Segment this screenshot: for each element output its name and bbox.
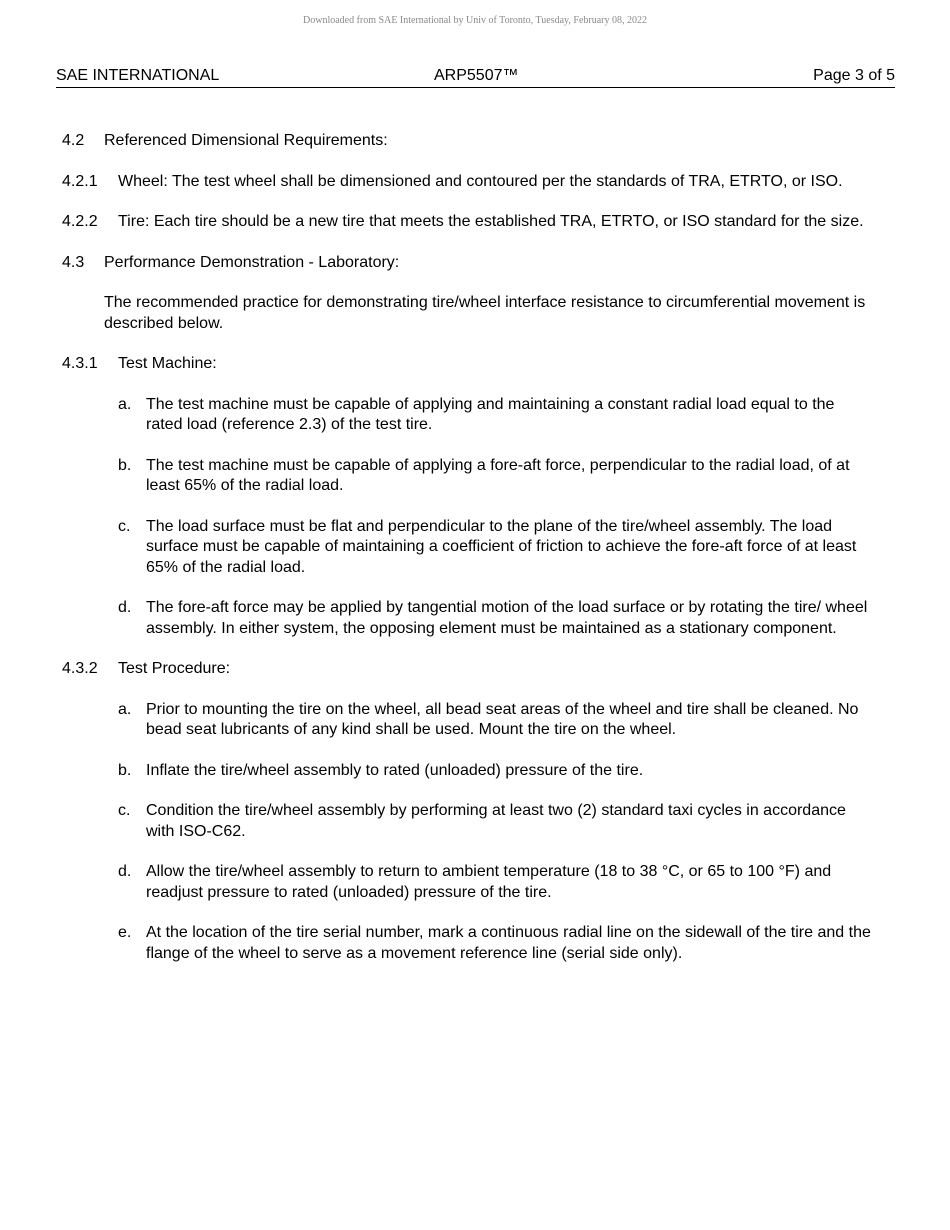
section-number: 4.3 [62, 253, 85, 271]
list-item [118, 761, 872, 782]
list-item-letter: b. [118, 761, 132, 779]
list-item [118, 923, 872, 964]
section-heading: Referenced Dimensional Requirements: [104, 132, 388, 149]
list-item-letter: a. [118, 395, 132, 413]
section-4-3 [62, 253, 872, 274]
section-text: Wheel: The test wheel shall be dimensioned and contoured per the standards of TRA, ETRTO, or ISO. [118, 172, 843, 190]
list-item-letter: b. [118, 456, 132, 474]
list-item [118, 598, 872, 639]
list-item [118, 395, 872, 436]
section-number: 4.3.1 [62, 355, 98, 372]
page-header [56, 66, 895, 88]
section-number: 4.3.2 [62, 660, 98, 677]
section-number: 4.2.1 [62, 172, 98, 190]
list-item-letter: d. [118, 599, 132, 616]
list-item-text: The test machine must be capable of applying and maintaining a constant radial load equal to the rated load (reference 2.3) of the test tire. [146, 395, 835, 433]
section-4-3-2 [62, 659, 872, 680]
section-number: 4.2.2 [62, 213, 98, 230]
list-item-letter: a. [118, 700, 132, 718]
list-item [118, 456, 872, 497]
list-item-text: Prior to mounting the tire on the wheel, all bead seat areas of the wheel and tire shall be cleaned. No bead seat lubricants of any kind shall be used. Mount the tire on the wheel. [146, 700, 859, 738]
list-item-letter: c. [118, 517, 131, 535]
download-watermark: Downloaded from SAE International by Univ of Toronto, Tuesday, February 08, 2022 [303, 15, 647, 26]
section-4-2-2 [62, 212, 872, 233]
header-document-number: ARP5507™ [434, 67, 519, 84]
section-heading: Test Machine: [118, 355, 217, 372]
list-item-text: Allow the tire/wheel assembly to return to ambient temperature (18 to 38 °C, or 65 to 100 °F) and readjust pressure to rated (unloaded) pressure of the tire. [146, 863, 832, 901]
section-text: Tire: Each tire should be a new tire that meets the established TRA, ETRTO, or ISO standard for the size. [118, 213, 864, 230]
section-4-2 [62, 131, 872, 152]
list-item-letter: e. [118, 924, 132, 941]
section-4-3-1 [62, 354, 872, 375]
list-item-letter: c. [118, 802, 131, 819]
list-item-text: At the location of the tire serial number, mark a continuous radial line on the sidewall of the tire and the flange of the wheel to serve as a movement reference line (serial side only). [146, 924, 871, 962]
section-heading: Performance Demonstration - Laboratory: [104, 253, 400, 271]
list-item [118, 700, 872, 741]
document-body [62, 131, 872, 984]
section-number: 4.2 [62, 132, 85, 149]
list-item-text: The load surface must be flat and perpendicular to the plane of the tire/wheel assembly. The load surface must be capable of maintaining a coefficient of friction to achieve the fore-aft force of at least 65% of the radial load. [146, 517, 857, 576]
header-organization: SAE INTERNATIONAL [56, 67, 220, 84]
list-item [118, 517, 872, 579]
list-item-text: The fore-aft force may be applied by tangential motion of the load surface or by rotating the tire/ wheel assembly. In either system, the opposing element must be maintained as a stationary component. [146, 599, 868, 637]
section-4-3-paragraph: The recommended practice for demonstrating tire/wheel interface resistance to circumferential movement is described below. [104, 294, 866, 332]
list-item-text: The test machine must be capable of applying a fore-aft force, perpendicular to the radial load, of at least 65% of the radial load. [146, 456, 850, 494]
list-item-text: Condition the tire/wheel assembly by performing at least two (2) standard taxi cycles in accordance with ISO-C62. [146, 802, 846, 840]
list-item [118, 801, 872, 842]
section-heading: Test Procedure: [118, 660, 231, 677]
header-page-number: Page 3 of 5 [813, 67, 895, 84]
section-4-2-1 [62, 172, 872, 193]
list-item-letter: d. [118, 863, 132, 880]
list-item-text: Inflate the tire/wheel assembly to rated (unloaded) pressure of the tire. [146, 761, 644, 779]
list-item [118, 862, 872, 903]
